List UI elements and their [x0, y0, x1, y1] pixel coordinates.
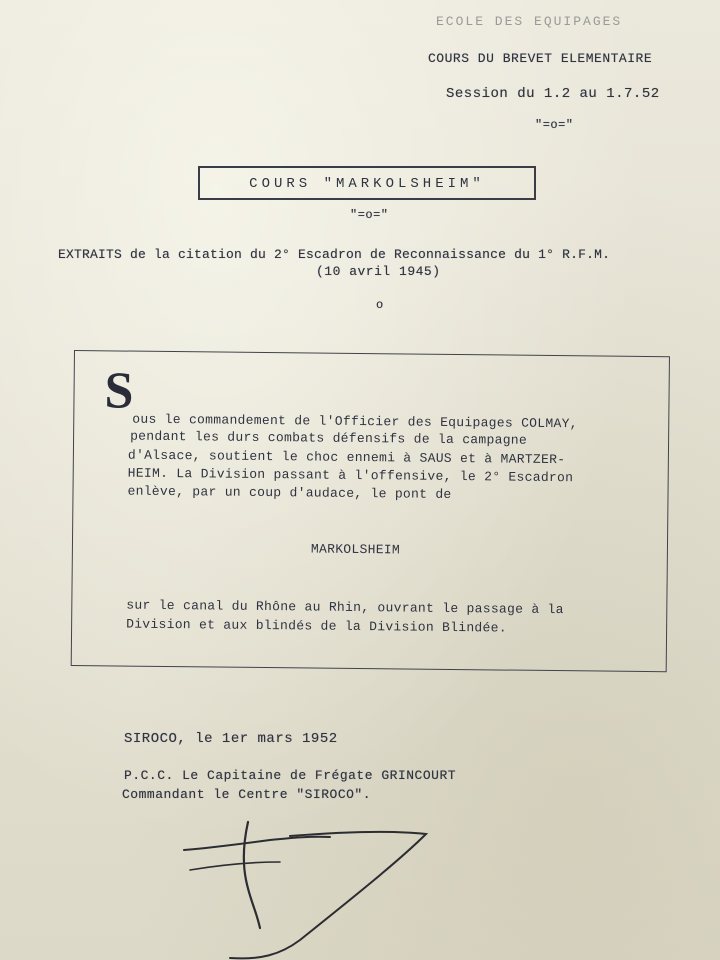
citation-box — [71, 350, 670, 672]
date-line: SIROCO, le 1er mars 1952 — [124, 731, 338, 747]
citation-place: MARKOLSHEIM — [310, 541, 401, 558]
session-line: Session du 1.2 au 1.7.52 — [446, 86, 660, 102]
small-mark: o — [376, 298, 384, 312]
extract-line-1: EXTRAITS de la citation du 2° Escadron de Reconnaissance du 1° R.F.M. — [58, 247, 611, 262]
extract-line-2: (10 avril 1945) — [316, 264, 441, 279]
divider-mid: "=o=" — [350, 208, 389, 222]
signatory-line-2: Commandant le Centre "SIROCO". — [122, 787, 372, 802]
citation-line-3: d'Alsace, soutient le choc ennemi à SAUS et à MARTZER- — [127, 447, 566, 468]
divider-top: "=o=" — [535, 118, 574, 132]
citation-line-1: ous le commandement de l'Officier des Equipages COLMAY, — [132, 411, 578, 432]
citation-line-5: enlève, par un coup d'audace, le pont de — [127, 483, 452, 502]
citation-line-4: HEIM. La Division passant à l'offensive, le 2° Escadron — [127, 465, 574, 486]
handwritten-signature — [170, 810, 450, 960]
signatory-line-1: P.C.C. Le Capitaine de Frégate GRINCOURT — [124, 768, 457, 783]
citation-dropcap: S — [104, 362, 134, 420]
citation-line-7: Division et aux blindés de la Division Blindée. — [126, 616, 507, 636]
header-stamp: ECOLE DES EQUIPAGES — [436, 14, 623, 29]
course-title-box — [198, 166, 536, 200]
citation-line-2: pendant les durs combats défensifs de la campagne — [130, 428, 528, 448]
citation-line-6: sur le canal du Rhône au Rhin, ouvrant le passage à la — [126, 597, 564, 618]
course-title: COURS "MARKOLSHEIM" — [249, 176, 485, 192]
course-line: COURS DU BREVET ELEMENTAIRE — [428, 51, 653, 66]
